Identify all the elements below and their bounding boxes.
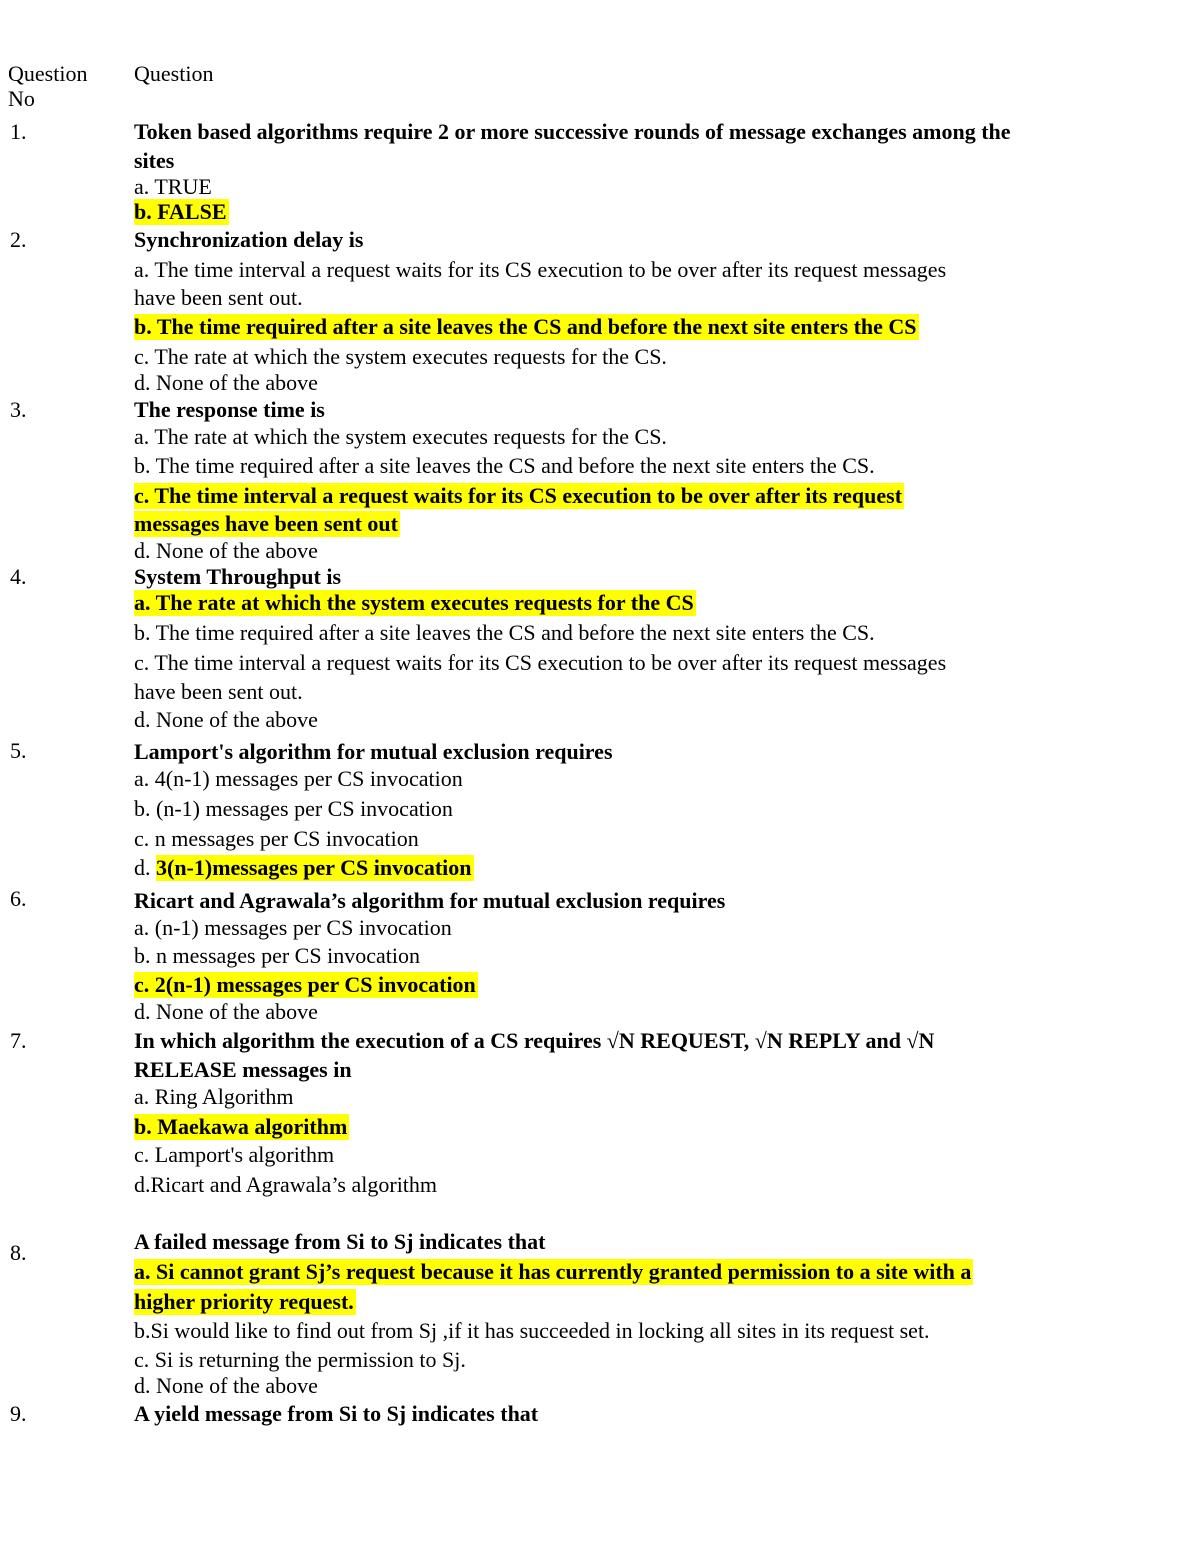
question-number: 5. [10, 738, 27, 763]
correct-option: 3(n-1)messages per CS invocation [156, 855, 472, 880]
question-number: 2. [10, 227, 27, 252]
option-d: d. None of the above [134, 370, 318, 395]
correct-option: c. 2(n-1) messages per CS invocation [134, 972, 476, 997]
option-d-prefix: d. [134, 855, 156, 880]
option-c: c. n messages per CS invocation [134, 826, 419, 851]
question-text: RELEASE messages in [134, 1057, 352, 1082]
option-a: a. TRUE [134, 174, 212, 199]
correct-option: a. Si cannot grant Sj’s request because it has currently granted permission to a site with a [134, 1259, 972, 1284]
question-text: Synchronization delay is [134, 227, 364, 252]
option-c: c. The rate at which the system executes requests for the CS. [134, 344, 667, 369]
question-text: Token based algorithms require 2 or more successive rounds of message exchanges among the [134, 119, 1011, 144]
header-question: Question [134, 61, 214, 86]
correct-option: b. FALSE [134, 199, 227, 224]
option-d: d. None of the above [134, 999, 318, 1024]
question-number: 7. [10, 1028, 27, 1053]
option-c: have been sent out. [134, 679, 303, 704]
option-d: d. None of the above [134, 1373, 318, 1398]
option-c: c. The time interval a request waits for its CS execution to be over after its request messages [134, 650, 947, 675]
question-number: 1. [10, 119, 27, 144]
option-b: b. n messages per CS invocation [134, 943, 420, 968]
option-a: a. Ring Algorithm [134, 1084, 294, 1109]
correct-option: a. The rate at which the system executes requests for the CS [134, 590, 694, 615]
option-b: b. The time required after a site leaves the CS and before the next site enters the CS. [134, 453, 875, 478]
option-a: have been sent out. [134, 285, 303, 310]
option-b: b. The time required after a site leaves the CS and before the next site enters the CS. [134, 620, 875, 645]
question-number: 6. [10, 886, 27, 911]
option-c: c. Si is returning the permission to Sj. [134, 1347, 466, 1372]
question-text: System Throughput is [134, 564, 342, 589]
question-number: 4. [10, 564, 27, 589]
correct-option: b. Maekawa algorithm [134, 1114, 348, 1139]
option-a: a. The rate at which the system executes requests for the CS. [134, 424, 667, 449]
question-text: sites [134, 148, 175, 173]
option-b: b.Si would like to find out from Sj ,if it has succeeded in locking all sites in its request set. [134, 1318, 930, 1343]
question-text: A yield message from Si to Sj indicates that [134, 1401, 539, 1426]
question-number: 9. [10, 1401, 27, 1426]
question-text: Ricart and Agrawala’s algorithm for mutual exclusion requires [134, 888, 726, 913]
option-c: c. Lamport's algorithm [134, 1142, 335, 1167]
option-a: a. (n-1) messages per CS invocation [134, 915, 452, 940]
option-b: b. (n-1) messages per CS invocation [134, 796, 453, 821]
question-number: 8. [10, 1240, 27, 1265]
option-a: a. 4(n-1) messages per CS invocation [134, 766, 463, 791]
header-question-no: Question No [8, 61, 88, 111]
option-d: d.Ricart and Agrawala’s algorithm [134, 1172, 438, 1197]
question-text: A failed message from Si to Sj indicates that [134, 1229, 546, 1254]
correct-option: b. The time required after a site leaves the CS and before the next site enters the CS [134, 314, 917, 339]
correct-option: messages have been sent out [134, 511, 398, 536]
option-d: d. None of the above [134, 538, 318, 563]
question-text: Lamport's algorithm for mutual exclusion requires [134, 739, 613, 764]
correct-option: higher priority request. [134, 1289, 354, 1314]
option-d: d. None of the above [134, 707, 318, 732]
correct-option: c. The time interval a request waits for its CS execution to be over after its request [134, 483, 903, 508]
option-a: a. The time interval a request waits for its CS execution to be over after its request messages [134, 257, 947, 282]
question-text: The response time is [134, 397, 325, 422]
question-text: In which algorithm the execution of a CS requires √N REQUEST, √N REPLY and √N [134, 1028, 935, 1053]
question-number: 3. [10, 397, 27, 422]
